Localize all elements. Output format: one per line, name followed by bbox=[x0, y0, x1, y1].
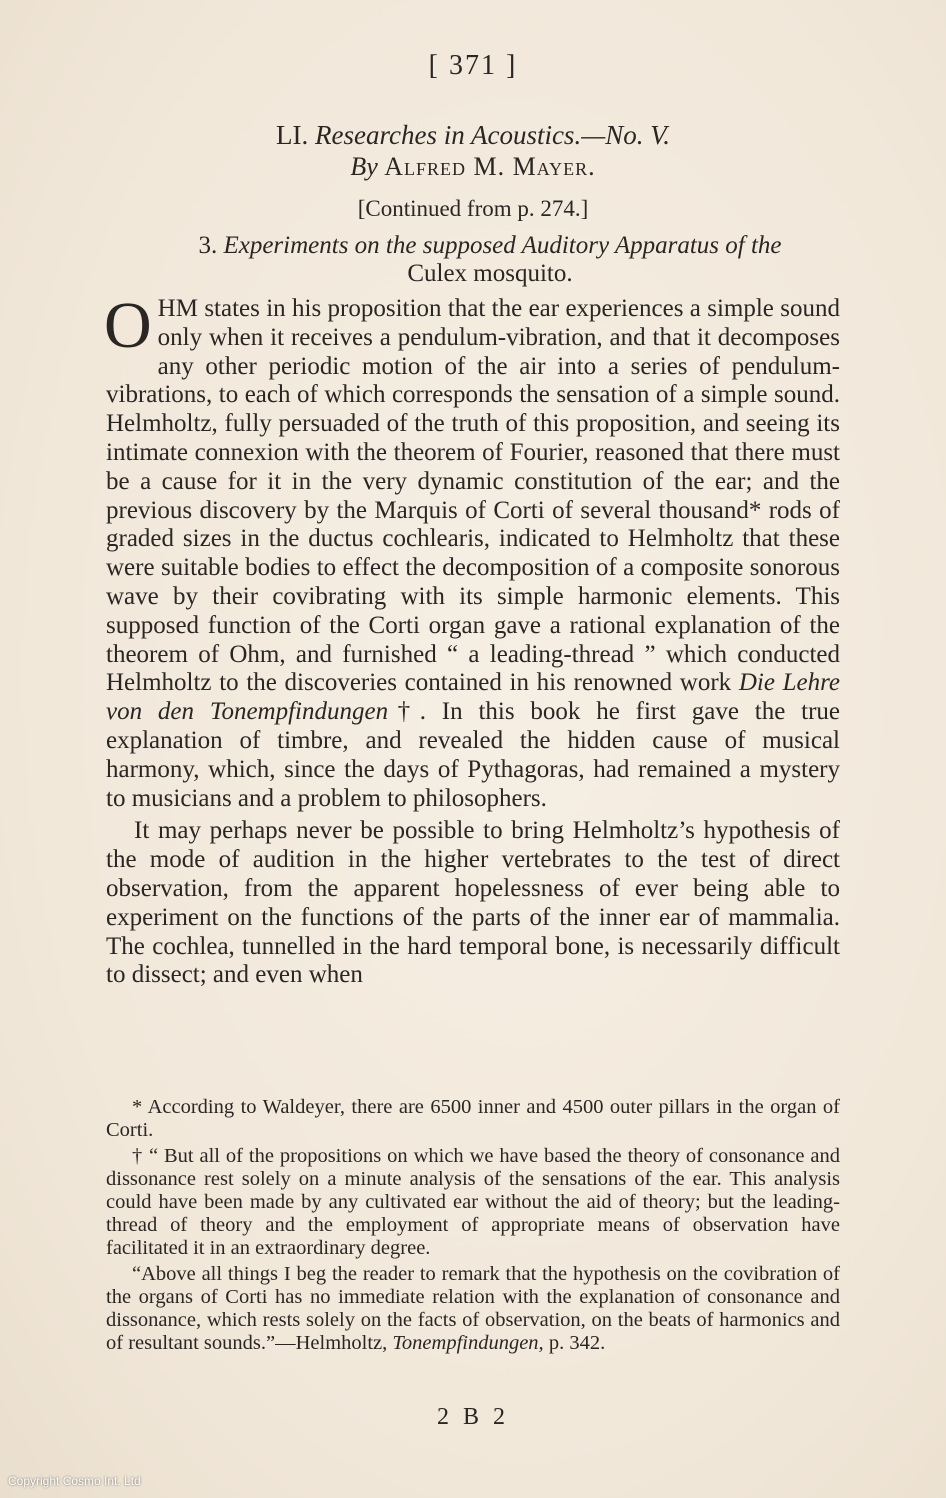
section-heading bbox=[140, 232, 840, 288]
paragraph-1 bbox=[104, 289, 841, 813]
author-line bbox=[0, 150, 946, 184]
continued-note: [Continued from p. 274.] bbox=[357, 196, 589, 221]
section-number: 3. bbox=[198, 232, 218, 259]
author-name: Alfred M. Mayer. bbox=[384, 152, 596, 181]
paragraph-1-text-b: †. In this book he first gave the true explanation of timbre, and revealed the hidden cause of musical harmony, which, since the days of Pythagoras, had remained a mystery to musicians and a problem to philosophers. bbox=[106, 698, 840, 812]
footnote-3 bbox=[106, 1263, 840, 1355]
footnote-3-text-b: p. 342. bbox=[548, 1332, 606, 1354]
article-number: LI. bbox=[276, 120, 309, 150]
page-number: [ 371 ] bbox=[428, 50, 518, 81]
footnote-3-work-title: Tonempfindungen, bbox=[392, 1332, 544, 1354]
section-title-rest: Culex mosquito. bbox=[407, 260, 573, 287]
article-title: Researches in Acoustics.—No. V. bbox=[315, 120, 670, 150]
paragraph-1-text-a: HM states in his proposition that the ear experiences a simple sound only when it receives a pendulum-vibration, and that it decomposes any other periodic motion of the air into a series of pendulum-vibrations, to each of which corresponds the sensation of a simple sound. Helmholtz, fully persuaded of the truth of this proposition, and seeing its intimate connexion with the theorem of Fourier, reasoned that there must be a cause for it in the very dynamic constitution of the ear; and the previous discovery by the Marquis of Corti of several thousand* rods of graded sizes in the ductus cochlearis, indicated to Helmholtz that these were suitable bodies to effect the decomposition of a composite sonorous wave by their covibrating with its simple harmonic elements. This supposed function of the Corti organ gave a rational explanation of the theorem of Ohm, and furnished “ a leading-thread ” which conducted Helmholtz to the discoveries contained in his renowned work bbox=[106, 295, 840, 697]
paragraph-1-work-title: Die Lehre von den Tonempfindungen bbox=[106, 669, 841, 726]
copyright-watermark: Copyright Cosmo Int. Ltd bbox=[8, 1474, 141, 1488]
paragraph-2: It may perhaps never be possible to bring Helmholtz’s hypothesis of the mode of audition in the higher vertebrates to the test of direct observation, from the apparent hopelessness of ever being able to experiment on the functions of the parts of the inner ear of mammalia. The cochlea, tunnelled in the hard temporal bone, is necessarily difficult to dissect; and even when bbox=[106, 817, 840, 989]
section-title-italic: Experiments on the supposed Auditory Apparatus of the bbox=[223, 232, 782, 259]
footnote-1: * According to Waldeyer, there are 6500 inner and 4500 outer pillars in the organ of Corti. bbox=[106, 1096, 840, 1141]
body-text bbox=[104, 289, 841, 990]
author-by: By bbox=[350, 152, 378, 181]
footnote-3-text-a: “Above all things I beg the reader to remark that the hypothesis on the covibration of the organs of Corti has no immediate relation with the explanation of consonance and dissonance, which rests solely on the facts of observation, on the beats of harmonics and of resultant sounds.”—Helmholtz, bbox=[106, 1263, 840, 1354]
footnote-2: † “ But all of the propositions on which we have based the theory of consonance and dissonance rest solely on a minute analysis of the sensations of the ear. This analysis could have been made by any cultivated ear without the aid of theory; but the leading-thread of theory and the employment of appropriate means of observation have facilitated it in an extraordinary degree. bbox=[106, 1145, 840, 1259]
article-heading bbox=[0, 118, 946, 152]
footnotes bbox=[106, 1096, 840, 1358]
drop-cap: O bbox=[104, 289, 152, 362]
signature-mark: 2 B 2 bbox=[436, 1404, 509, 1430]
